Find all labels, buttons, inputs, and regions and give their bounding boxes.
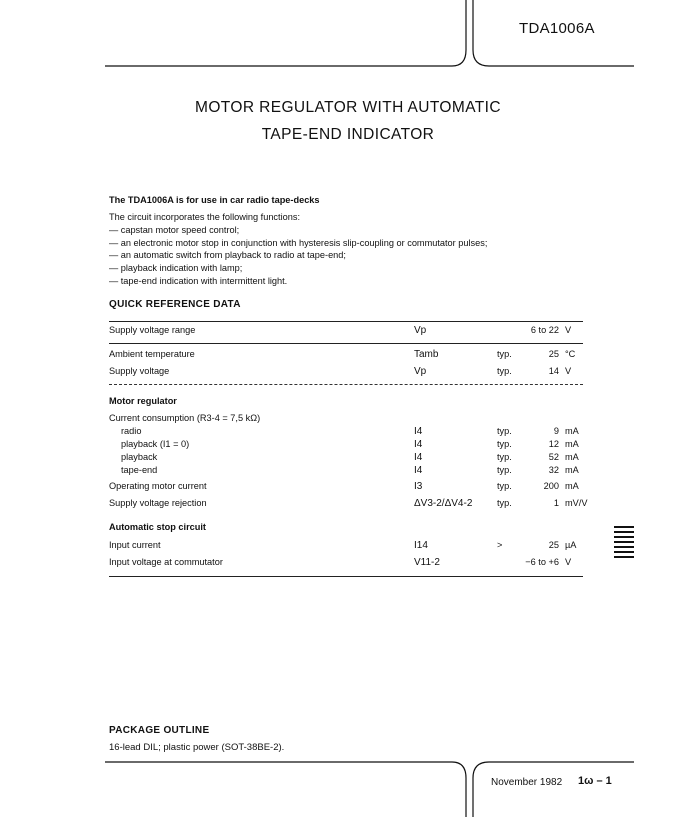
row-label: Input voltage at commutator bbox=[109, 557, 223, 567]
row-unit: mA bbox=[565, 426, 579, 436]
row-value: 200 bbox=[543, 481, 559, 491]
row-label: Input current bbox=[109, 540, 161, 550]
document-title-line1: MOTOR REGULATOR WITH AUTOMATIC bbox=[195, 99, 501, 116]
row-unit: mV/V bbox=[565, 498, 588, 508]
intro-line: — an automatic switch from playback to radio at tape-end; bbox=[109, 250, 346, 261]
table-row bbox=[109, 540, 583, 554]
table-rule-bottom bbox=[109, 576, 583, 577]
row-value: 52 bbox=[548, 452, 559, 462]
row-value: 6 to 22 bbox=[530, 325, 559, 335]
intro-line: The circuit incorporates the following functions: bbox=[109, 212, 300, 222]
row-value: 14 bbox=[548, 366, 559, 376]
table-row bbox=[109, 426, 583, 440]
row-label: playback bbox=[121, 452, 158, 462]
intro-text bbox=[109, 211, 487, 288]
row-unit: V bbox=[565, 325, 572, 335]
table-row bbox=[109, 349, 583, 363]
row-condition: typ. bbox=[497, 426, 512, 436]
row-symbol: Vp bbox=[414, 325, 427, 336]
table-section-heading bbox=[109, 396, 583, 410]
row-condition: typ. bbox=[497, 452, 512, 462]
row-label: Supply voltage bbox=[109, 366, 170, 376]
row-symbol: V11-2 bbox=[414, 557, 440, 568]
row-value: −6 to +6 bbox=[525, 557, 559, 567]
row-condition: typ. bbox=[497, 439, 512, 449]
row-condition: typ. bbox=[497, 465, 512, 475]
section-label: Motor regulator bbox=[109, 396, 177, 406]
intro-line: — tape-end indication with intermittent light. bbox=[109, 275, 288, 286]
table-section-heading bbox=[109, 522, 583, 536]
row-unit: mA bbox=[565, 452, 579, 462]
table-row bbox=[109, 439, 583, 453]
row-symbol: Tamb bbox=[414, 349, 439, 360]
table-row bbox=[109, 465, 583, 479]
table-row bbox=[109, 498, 588, 512]
table-row bbox=[109, 413, 583, 427]
row-label: Supply voltage rejection bbox=[109, 498, 207, 508]
page-number: 1ω – 1 bbox=[578, 775, 612, 787]
row-condition: typ. bbox=[497, 349, 512, 359]
row-label: radio bbox=[121, 426, 142, 436]
package-outline-text: 16-lead DIL; plastic power (SOT-38BE-2). bbox=[109, 742, 285, 753]
table-rule-dashed bbox=[109, 384, 583, 385]
row-value: 12 bbox=[548, 439, 559, 449]
row-unit: °C bbox=[565, 349, 576, 359]
row-symbol: I14 bbox=[414, 540, 428, 551]
document-title-line2: TAPE-END INDICATOR bbox=[261, 126, 435, 143]
table-row bbox=[109, 481, 583, 495]
row-label: Current consumption (R3-4 = 7,5 kΩ) bbox=[109, 413, 261, 423]
intro-line: — an electronic motor stop in conjunction with hysteresis slip-coupling or commutator pulses; bbox=[109, 237, 488, 248]
row-symbol: I4 bbox=[414, 452, 423, 463]
intro-heading: The TDA1006A is for use in car radio tape-decks bbox=[109, 195, 320, 205]
row-symbol: I4 bbox=[414, 426, 423, 437]
row-symbol: Vp bbox=[414, 366, 427, 377]
row-unit: mA bbox=[565, 481, 579, 491]
footer-date: November 1982 bbox=[491, 777, 563, 788]
row-symbol: I4 bbox=[414, 465, 423, 476]
row-label: tape-end bbox=[121, 465, 158, 475]
row-value: 9 bbox=[553, 426, 559, 436]
section-label: Automatic stop circuit bbox=[109, 522, 206, 532]
row-condition: > bbox=[497, 540, 503, 550]
row-condition: typ. bbox=[497, 481, 512, 491]
row-unit: V bbox=[565, 557, 572, 567]
row-label: Ambient temperature bbox=[109, 349, 195, 359]
row-value: 25 bbox=[548, 540, 559, 550]
row-unit: V bbox=[565, 366, 572, 376]
table-rule bbox=[109, 343, 583, 344]
row-label: Operating motor current bbox=[109, 481, 207, 491]
row-unit: mA bbox=[565, 465, 579, 475]
row-condition: typ. bbox=[497, 366, 512, 376]
row-value: 1 bbox=[553, 498, 559, 508]
intro-line: — playback indication with lamp; bbox=[109, 263, 243, 274]
row-condition: typ. bbox=[497, 498, 512, 508]
table-row bbox=[109, 366, 583, 380]
row-label: Supply voltage range bbox=[109, 325, 196, 335]
row-symbol: I3 bbox=[414, 481, 423, 492]
row-label: playback (I1 = 0) bbox=[121, 439, 190, 449]
table-row bbox=[109, 325, 583, 339]
row-unit: µA bbox=[565, 540, 577, 550]
part-number: TDA1006A bbox=[519, 20, 595, 37]
row-value: 32 bbox=[548, 465, 559, 475]
table-row bbox=[109, 452, 583, 466]
table-rule-top bbox=[109, 321, 583, 322]
row-symbol: I4 bbox=[414, 439, 423, 450]
package-outline-title: PACKAGE OUTLINE bbox=[109, 725, 210, 736]
row-symbol: ΔV3-2/ΔV4-2 bbox=[414, 498, 473, 509]
qrd-title: QUICK REFERENCE DATA bbox=[109, 299, 241, 310]
intro-line: — capstan motor speed control; bbox=[109, 224, 240, 235]
row-unit: mA bbox=[565, 439, 579, 449]
row-value: 25 bbox=[548, 349, 559, 359]
table-row bbox=[109, 557, 583, 571]
